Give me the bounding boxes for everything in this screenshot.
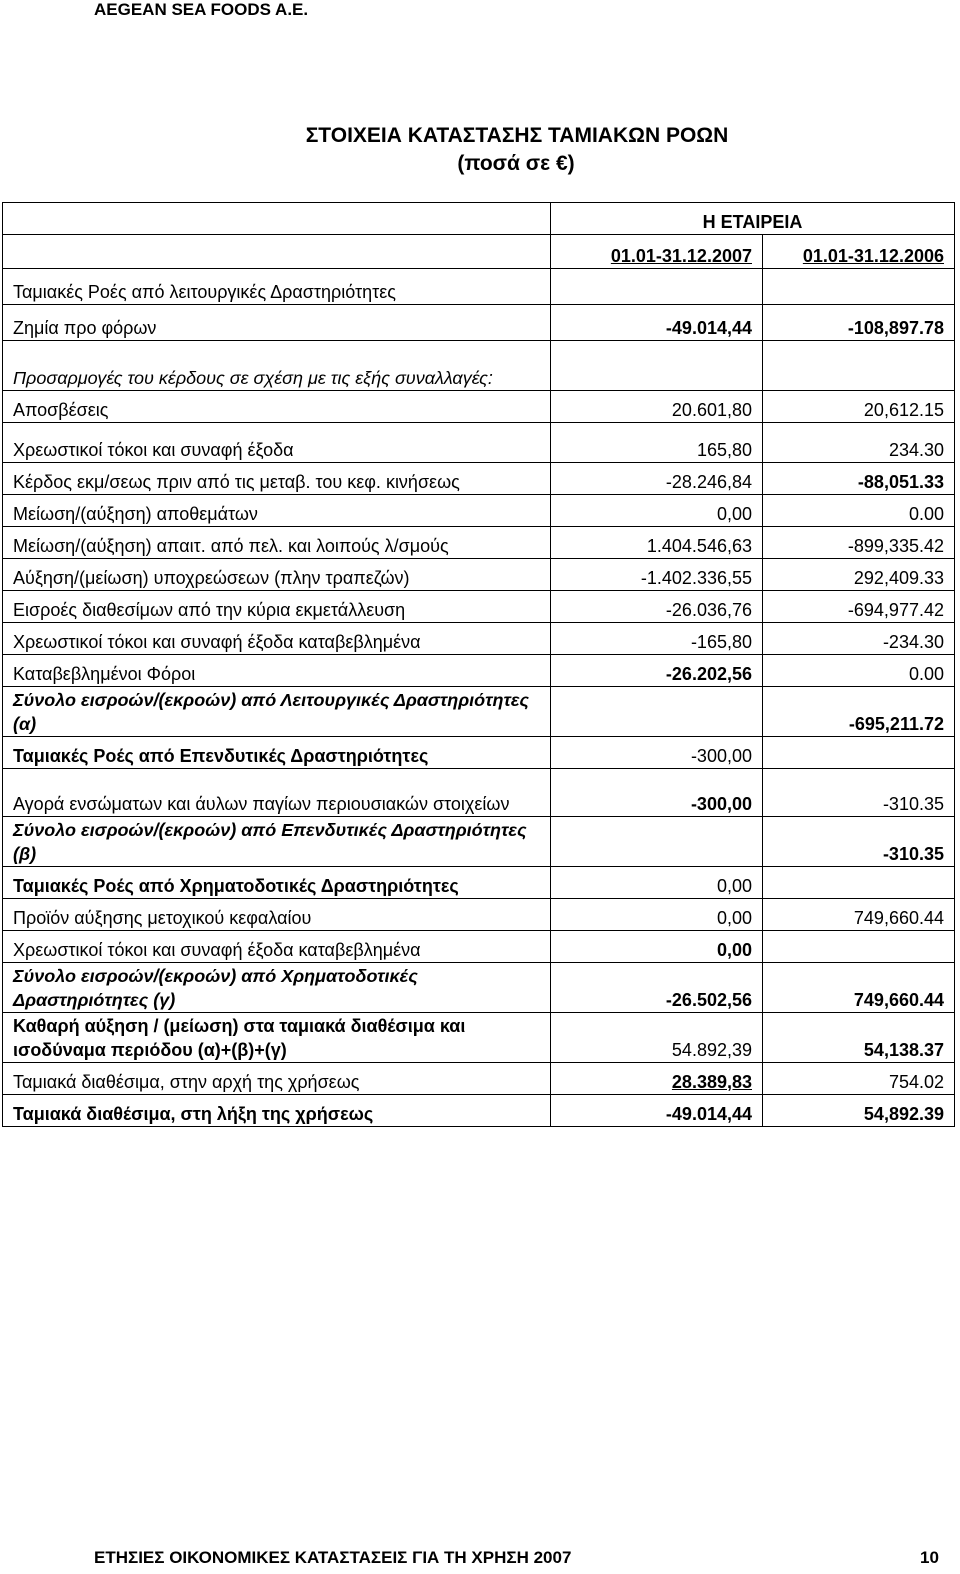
table-row <box>3 769 955 817</box>
table-row <box>3 463 955 495</box>
row-label: Καθαρή αύξηση / (μείωση) στα ταμιακά διαθέσιμα και ισοδύναμα περιόδου (α)+(β)+(γ) <box>3 1013 551 1063</box>
row-label: Αποσβέσεις <box>3 391 551 423</box>
row-label: Ταμιακές Ροές από Χρηματοδοτικές Δραστηριότητες <box>3 867 551 899</box>
subtotal-row <box>3 687 955 737</box>
table-row <box>3 495 955 527</box>
row-value-2006: -899,335.42 <box>763 527 955 559</box>
row-value-2007: -1.402.336,55 <box>551 559 763 591</box>
row-label: Ταμιακά διαθέσιμα, στη λήξη της χρήσεως <box>3 1095 551 1127</box>
period-2006: 01.01-31.12.2006 <box>763 235 955 269</box>
row-value-2006: -310.35 <box>763 769 955 817</box>
row-value-2007: -300,00 <box>551 737 763 769</box>
row-label: Σύνολο εισροών/(εκροών) από Λειτουργικές Δραστηριότητες (α) <box>3 687 551 737</box>
row-value-2007 <box>551 817 763 867</box>
row-value-2007 <box>551 687 763 737</box>
row-label: Μείωση/(αύξηση) απαιτ. από πελ. και λοιπούς λ/σμούς <box>3 527 551 559</box>
row-label: Προϊόν αύξησης μετοχικού κεφαλαίου <box>3 899 551 931</box>
row-value-2006: 754.02 <box>763 1063 955 1095</box>
table-row <box>3 527 955 559</box>
row-value-2006: -108,897.78 <box>763 305 955 341</box>
row-value-2006: -310.35 <box>763 817 955 867</box>
subtotal-row <box>3 817 955 867</box>
table-row <box>3 341 955 391</box>
row-value-2006 <box>763 867 955 899</box>
row-value-2006: 234.30 <box>763 423 955 463</box>
row-value-2006: 0.00 <box>763 655 955 687</box>
section-operating-label: Ταμιακές Ροές από λειτουργικές Δραστηριότητες <box>3 269 551 305</box>
period-2007: 01.01-31.12.2007 <box>551 235 763 269</box>
row-value-2007: -300,00 <box>551 769 763 817</box>
row-label: Χρεωστικοί τόκοι και συναφή έξοδα καταβεβλημένα <box>3 623 551 655</box>
row-value-2007: -49.014,44 <box>551 305 763 341</box>
row-value-2007: -165,80 <box>551 623 763 655</box>
empty-cell <box>763 269 955 305</box>
row-value-2007: 54.892,39 <box>551 1013 763 1063</box>
table-row <box>3 899 955 931</box>
row-value-2007: -26.502,56 <box>551 963 763 1013</box>
row-value-2007: 0,00 <box>551 899 763 931</box>
row-label: Χρεωστικοί τόκοι και συναφή έξοδα <box>3 423 551 463</box>
row-value-2006: -88,051.33 <box>763 463 955 495</box>
table-header-entity-row <box>3 203 955 235</box>
row-label: Καταβεβλημένοι Φόροι <box>3 655 551 687</box>
page-title: ΣΤΟΙΧΕΙΑ ΚΑΤΑΣΤΑΣΗΣ ΤΑΜΙΑΚΩΝ ΡΟΩΝ <box>305 124 729 147</box>
net-change-row <box>3 1013 955 1063</box>
row-label: Αγορά ενσώματων και άυλων παγίων περιουσιακών στοιχείων <box>3 769 551 817</box>
row-label: Κέρδος εκμ/σεως πριν από τις μεταβ. του κεφ. κινήσεως <box>3 463 551 495</box>
row-label: Σύνολο εισροών/(εκροών) από Χρηματοδοτικές Δραστηριότητες (γ) <box>3 963 551 1013</box>
row-value-2006: -694,977.42 <box>763 591 955 623</box>
table-row <box>3 391 955 423</box>
subtotal-row <box>3 963 955 1013</box>
row-value-2007: 0,00 <box>551 931 763 963</box>
row-value-2006: 749,660.44 <box>763 963 955 1013</box>
table-row <box>3 305 955 341</box>
row-value-2007: 0,00 <box>551 867 763 899</box>
row-value-2007: -49.014,44 <box>551 1095 763 1127</box>
table-row <box>3 655 955 687</box>
row-value-2006: 54,138.37 <box>763 1013 955 1063</box>
page-number: 10 <box>920 1548 939 1567</box>
section-row <box>3 867 955 899</box>
row-value-2007: -28.246,84 <box>551 463 763 495</box>
row-label: Ταμιακές Ροές από Επενδυτικές Δραστηριότητες <box>3 737 551 769</box>
table-row <box>3 559 955 591</box>
entity-label: Η ΕΤΑΙΡΕΙΑ <box>551 203 955 235</box>
row-value-2007: 28.389,83 <box>551 1063 763 1095</box>
table-row <box>3 1063 955 1095</box>
row-value-2007: 1.404.546,63 <box>551 527 763 559</box>
cash-flow-table <box>2 202 955 1127</box>
empty-cell <box>551 269 763 305</box>
row-label: Εισροές διαθεσίμων από την κύρια εκμετάλλευση <box>3 591 551 623</box>
section-row <box>3 737 955 769</box>
row-value-2006: 0.00 <box>763 495 955 527</box>
row-label: Προσαρμογές του κέρδους σε σχέση με τις εξής συναλλαγές: <box>3 341 551 391</box>
table-row <box>3 931 955 963</box>
row-label: Αύξηση/(μείωση) υποχρεώσεων (πλην τραπεζών) <box>3 559 551 591</box>
row-value-2006: 292,409.33 <box>763 559 955 591</box>
row-value-2007: -26.036,76 <box>551 591 763 623</box>
empty-cell <box>551 341 763 391</box>
row-value-2006: 749,660.44 <box>763 899 955 931</box>
company-name: AEGEAN SEA FOODS A.E. <box>94 0 309 19</box>
row-value-2007: 165,80 <box>551 423 763 463</box>
row-value-2006 <box>763 737 955 769</box>
table-row <box>3 623 955 655</box>
row-label: Ταμιακά διαθέσιμα, στην αρχή της χρήσεως <box>3 1063 551 1095</box>
closing-balance-row <box>3 1095 955 1127</box>
page-subtitle: (ποσά σε €) <box>457 152 575 175</box>
row-label: Ζημία προ φόρων <box>3 305 551 341</box>
row-value-2006: 54,892.39 <box>763 1095 955 1127</box>
row-value-2007: -26.202,56 <box>551 655 763 687</box>
empty-cell <box>763 341 955 391</box>
row-label: Σύνολο εισροών/(εκροών) από Επενδυτικές Δραστηριότητες (β) <box>3 817 551 867</box>
row-label: Μείωση/(αύξηση) αποθεμάτων <box>3 495 551 527</box>
empty-cell <box>3 235 551 269</box>
section-operating-row <box>3 269 955 305</box>
footer-text: ΕΤΗΣΙΕΣ ΟΙΚΟΝΟΜΙΚΕΣ ΚΑΤΑΣΤΑΣΕΙΣ ΓΙΑ ΤΗ ΧΡΗΣΗ 2007 <box>94 1548 572 1567</box>
row-value-2006: 20,612.15 <box>763 391 955 423</box>
table-row <box>3 591 955 623</box>
row-label: Χρεωστικοί τόκοι και συναφή έξοδα καταβεβλημένα <box>3 931 551 963</box>
table-header-period-row <box>3 235 955 269</box>
row-value-2006 <box>763 931 955 963</box>
row-value-2006: -695,211.72 <box>763 687 955 737</box>
row-value-2007: 20.601,80 <box>551 391 763 423</box>
table-row <box>3 423 955 463</box>
empty-cell <box>3 203 551 235</box>
row-value-2007: 0,00 <box>551 495 763 527</box>
row-value-2006: -234.30 <box>763 623 955 655</box>
